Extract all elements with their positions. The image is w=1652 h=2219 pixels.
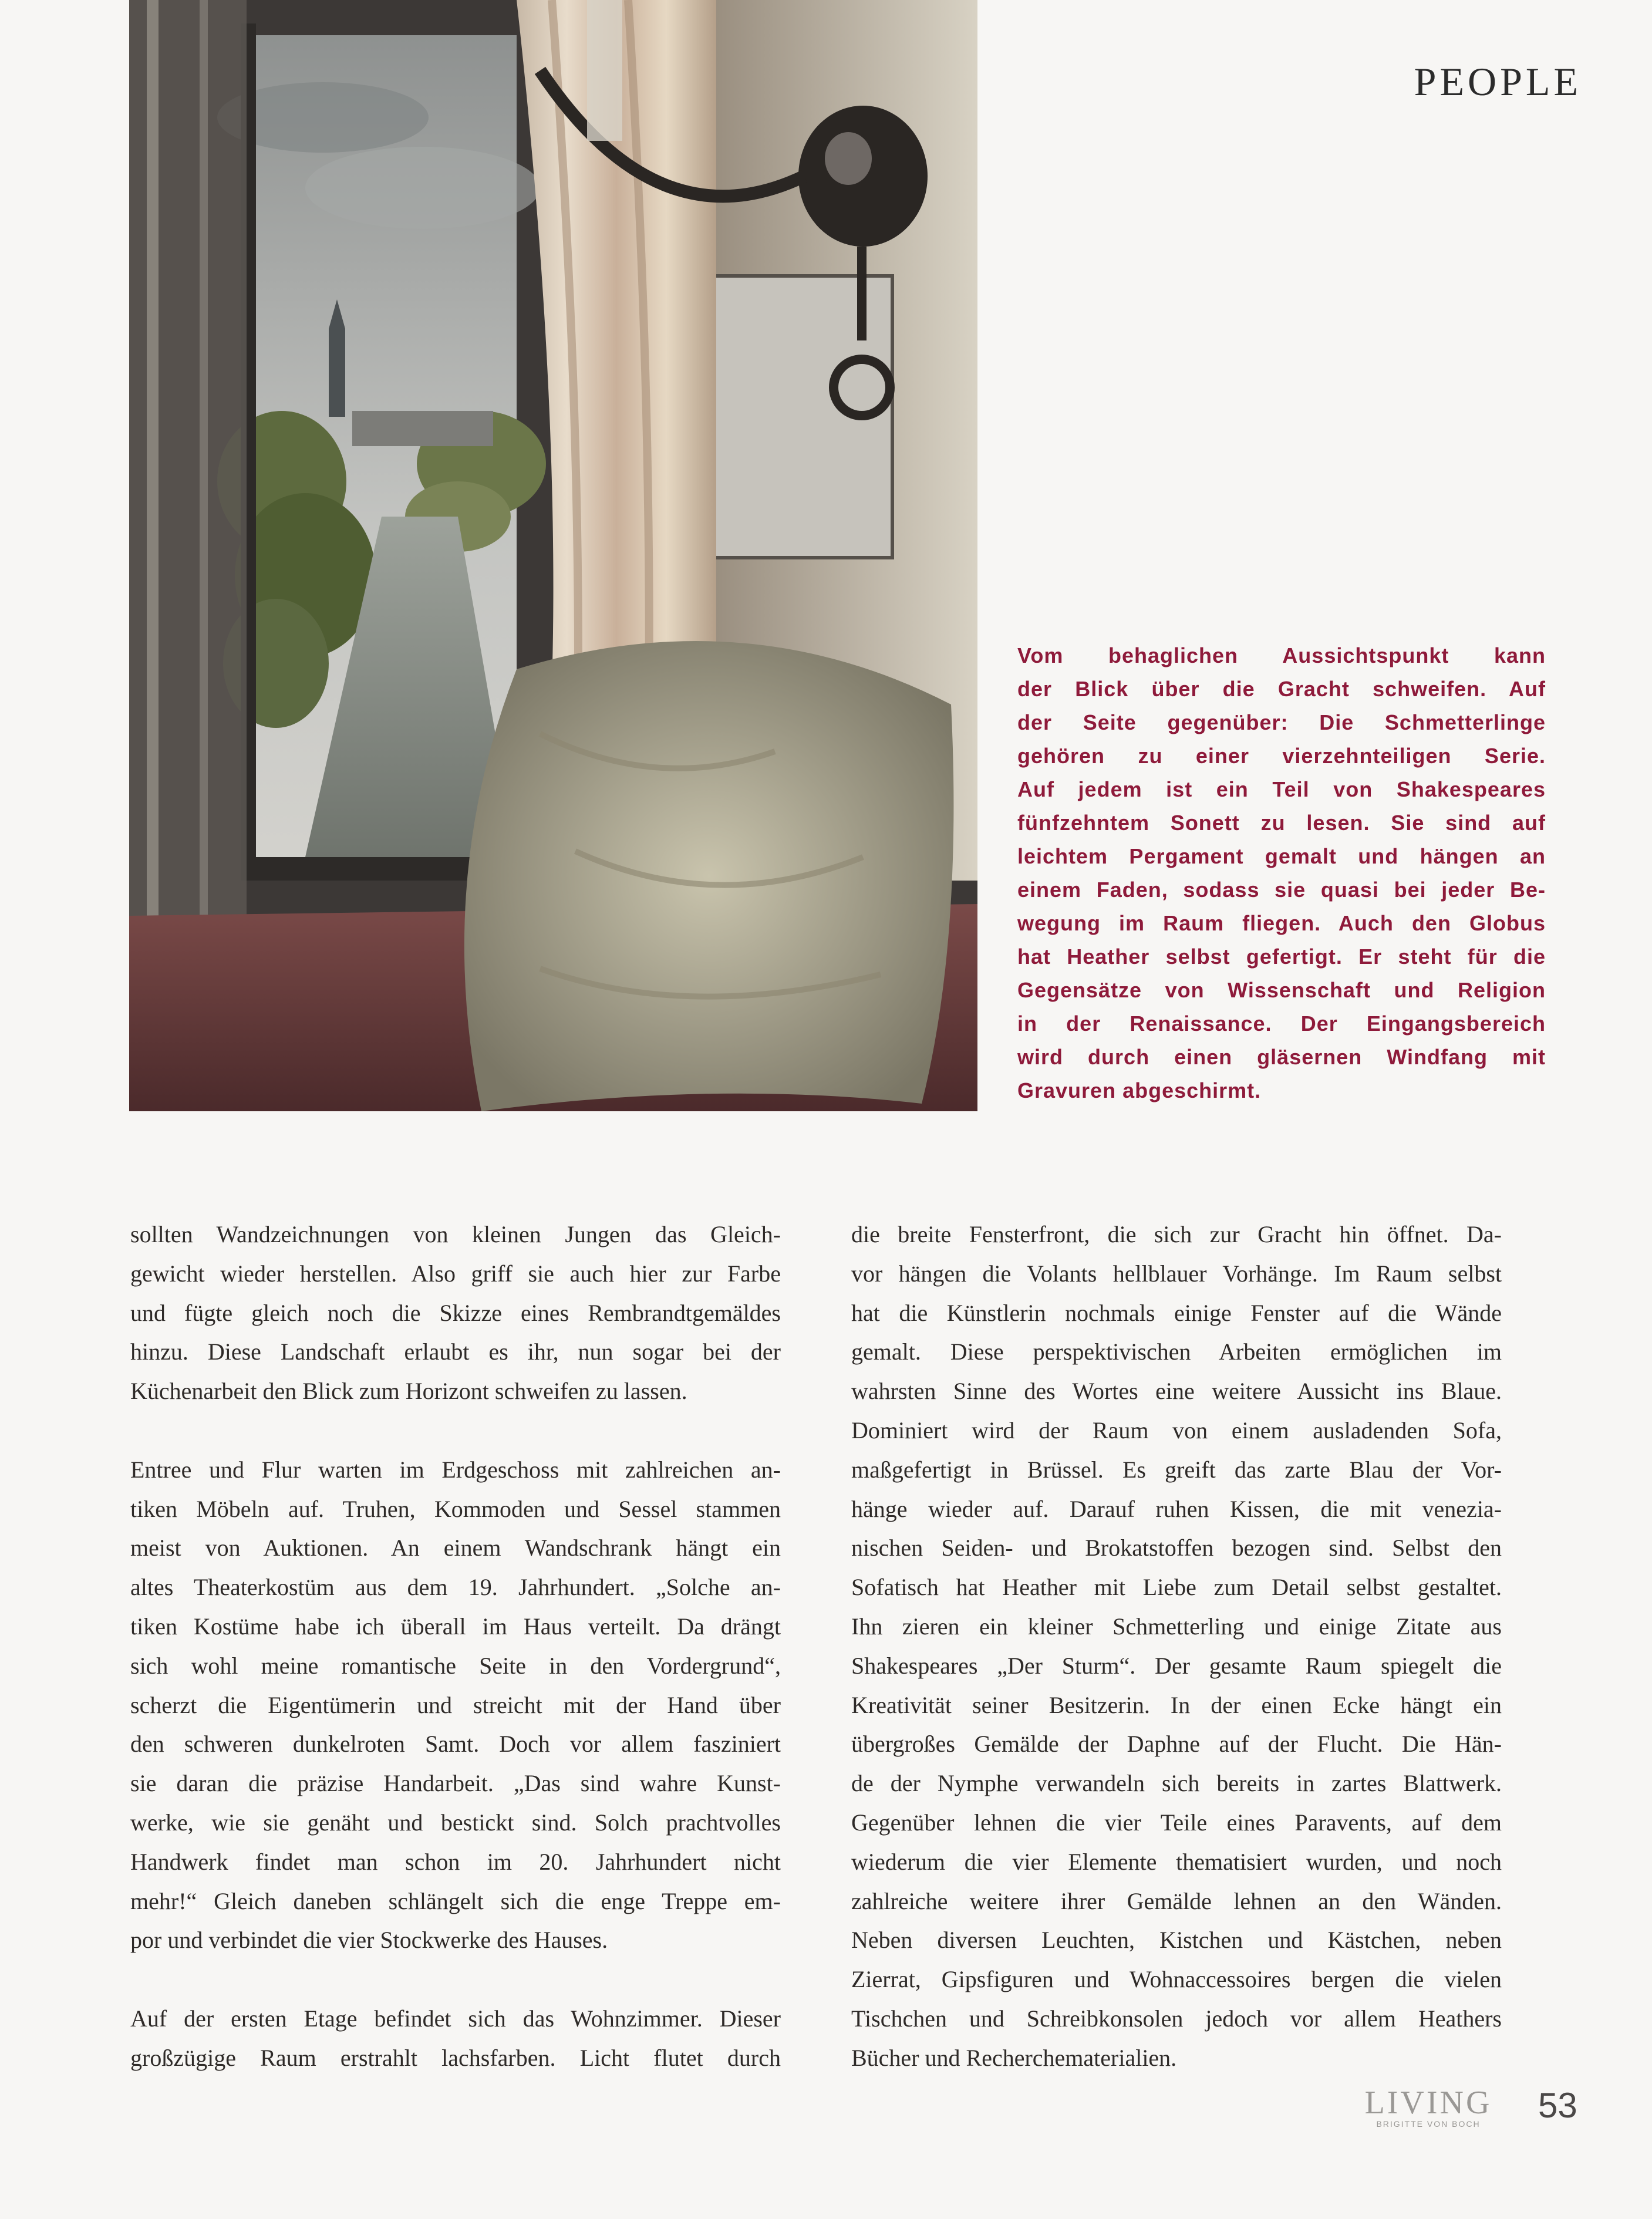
text-line: scherzt die Eigentümerin und streicht mit der Hand über xyxy=(130,1691,781,1718)
text-line: großzügige Raum erstrahlt lachsfarben. Licht flutet durch xyxy=(130,2044,781,2071)
body-column-right xyxy=(851,1215,1502,2078)
text-line: maßgefertigt in Brüssel. Es greift das zarte Blau der Vor- xyxy=(851,1456,1502,1483)
text-line: Neben diversen Leuchten, Kistchen und Kästchen, neben xyxy=(851,1927,1502,1954)
caption-line: einem Faden, sodass sie quasi bei jeder Be- xyxy=(1017,878,1546,902)
text-line: meist von Auktionen. An einem Wandschrank hängt ein xyxy=(130,1535,781,1562)
text-line: Entree und Flur warten im Erdgeschoss mit zahlreichen an- xyxy=(130,1456,781,1483)
text-line: sie daran die präzise Handarbeit. „Das sind wahre Kunst- xyxy=(130,1770,781,1797)
text-line: Kreativität seiner Besitzerin. In der einen Ecke hängt ein xyxy=(851,1691,1502,1718)
text-line: Dominiert wird der Raum von einem ausladenden Sofa, xyxy=(851,1417,1502,1444)
text-line: Auf der ersten Etage befindet sich das Wohnzimmer. Dieser xyxy=(130,2005,781,2032)
caption-line: in der Renaissance. Der Eingangsbereich xyxy=(1017,1011,1546,1036)
window-seat-canal-view-image xyxy=(129,0,977,1111)
magazine-logo xyxy=(1355,2086,1502,2129)
text-line: tiken Kostüme habe ich überall im Haus verteilt. Da drängt xyxy=(130,1613,781,1640)
text-line: Tischchen und Schreibkonsolen jedoch vor allem Heathers xyxy=(851,2005,1502,2032)
section-label: PEOPLE xyxy=(1414,59,1582,104)
caption-line: gehören zu einer vierzehnteiligen Serie. xyxy=(1017,744,1546,768)
text-line: Küchenarbeit den Blick zum Horizont schweifen zu lassen. xyxy=(130,1378,687,1405)
caption-line: leichtem Pergament gemalt und hängen an xyxy=(1017,844,1546,868)
caption-line: Auf jedem ist ein Teil von Shakespeares xyxy=(1017,777,1546,801)
text-line: altes Theaterkostüm aus dem 19. Jahrhundert. „Solche an- xyxy=(130,1574,781,1601)
text-line: den schweren dunkelroten Samt. Doch vor allem fasziniert xyxy=(130,1731,781,1758)
text-line: gemalt. Diese perspektivischen Arbeiten ermöglichen im xyxy=(851,1338,1502,1365)
caption-line: Vom behaglichen Aussichtspunkt kann xyxy=(1017,643,1546,667)
text-line: sich wohl meine romantische Seite in den Vordergrund“, xyxy=(130,1652,781,1679)
text-line: hänge wieder auf. Darauf ruhen Kissen, die mit venezia- xyxy=(851,1495,1502,1522)
caption-line: der Seite gegenüber: Die Schmetterlinge xyxy=(1017,710,1546,734)
caption-line: Gravuren abgeschirmt. xyxy=(1017,1078,1262,1102)
text-line: Zierrat, Gipsfiguren und Wohnaccessoires bergen die vielen xyxy=(851,1966,1502,1993)
text-line: vor hängen die Volants hellblauer Vorhänge. Im Raum selbst xyxy=(851,1260,1502,1287)
text-line: die breite Fensterfront, die sich zur Gracht hin öffnet. Da- xyxy=(851,1221,1502,1247)
text-line: Bücher und Recherchematerialien. xyxy=(851,2044,1177,2071)
text-line: hat die Künstlerin nochmals einige Fenster auf die Wände xyxy=(851,1299,1502,1326)
text-line: Ihn zieren ein kleiner Schmetterling und einige Zitate aus xyxy=(851,1613,1502,1640)
text-line: mehr!“ Gleich daneben schlängelt sich die enge Treppe em- xyxy=(130,1887,781,1914)
text-line: wiederum die vier Elemente thematisiert wurden, und noch xyxy=(851,1848,1502,1875)
body-column-left xyxy=(130,1215,781,2078)
text-line: Shakespeares „Der Sturm“. Der gesamte Raum spiegelt die xyxy=(851,1652,1502,1679)
text-line: und fügte gleich noch die Skizze eines Rembrandtgemäldes xyxy=(130,1299,781,1326)
caption-line: wird durch einen gläsernen Windfang mit xyxy=(1017,1045,1546,1069)
text-line: gewicht wieder herstellen. Also griff sie auch hier zur Farbe xyxy=(130,1260,781,1287)
text-line: nischen Seiden- und Brokatstoffen bezogen sind. Selbst den xyxy=(851,1535,1502,1562)
interior-photo xyxy=(129,0,977,1111)
text-line: hinzu. Diese Landschaft erlaubt es ihr, nun sogar bei der xyxy=(130,1338,781,1365)
text-line: Handwerk findet man schon im 20. Jahrhundert nicht xyxy=(130,1848,781,1875)
text-line: Sofatisch hat Heather mit Liebe zum Detail selbst gestaltet. xyxy=(851,1574,1502,1601)
text-line: werke, wie sie genäht und bestickt sind. Solch prachtvolles xyxy=(130,1809,781,1836)
text-line: de der Nymphe verwandeln sich bereits in zartes Blattwerk. xyxy=(851,1770,1502,1797)
caption-line: wegung im Raum fliegen. Auch den Globus xyxy=(1017,911,1546,935)
photo-caption xyxy=(1017,639,1546,1107)
magazine-logo-title: LIVING xyxy=(1364,2085,1492,2121)
text-line: tiken Möbeln auf. Truhen, Kommoden und Sessel stammen xyxy=(130,1495,781,1522)
caption-line: der Blick über die Gracht schweifen. Auf xyxy=(1017,677,1546,701)
text-line: übergroßes Gemälde der Daphne auf der Flucht. Die Hän- xyxy=(851,1731,1502,1758)
text-line: wahrsten Sinne des Wortes eine weitere Aussicht ins Blaue. xyxy=(851,1378,1502,1405)
text-line: por und verbindet die vier Stockwerke des Hauses. xyxy=(130,1927,608,1954)
page-number: 53 xyxy=(1538,2086,1577,2125)
caption-line: hat Heather selbst gefertigt. Er steht für die xyxy=(1017,945,1546,969)
magazine-logo-subtitle: BRIGITTE VON BOCH xyxy=(1376,2119,1481,2129)
caption-line: Gegensätze von Wissenschaft und Religion xyxy=(1017,978,1546,1002)
caption-line: fünfzehntem Sonett zu lesen. Sie sind auf xyxy=(1017,811,1546,835)
text-line: Gegenüber lehnen die vier Teile eines Paravents, auf dem xyxy=(851,1809,1502,1836)
text-line: zahlreiche weitere ihrer Gemälde lehnen an den Wänden. xyxy=(851,1887,1502,1914)
text-line: sollten Wandzeichnungen von kleinen Jungen das Gleich- xyxy=(130,1221,781,1247)
